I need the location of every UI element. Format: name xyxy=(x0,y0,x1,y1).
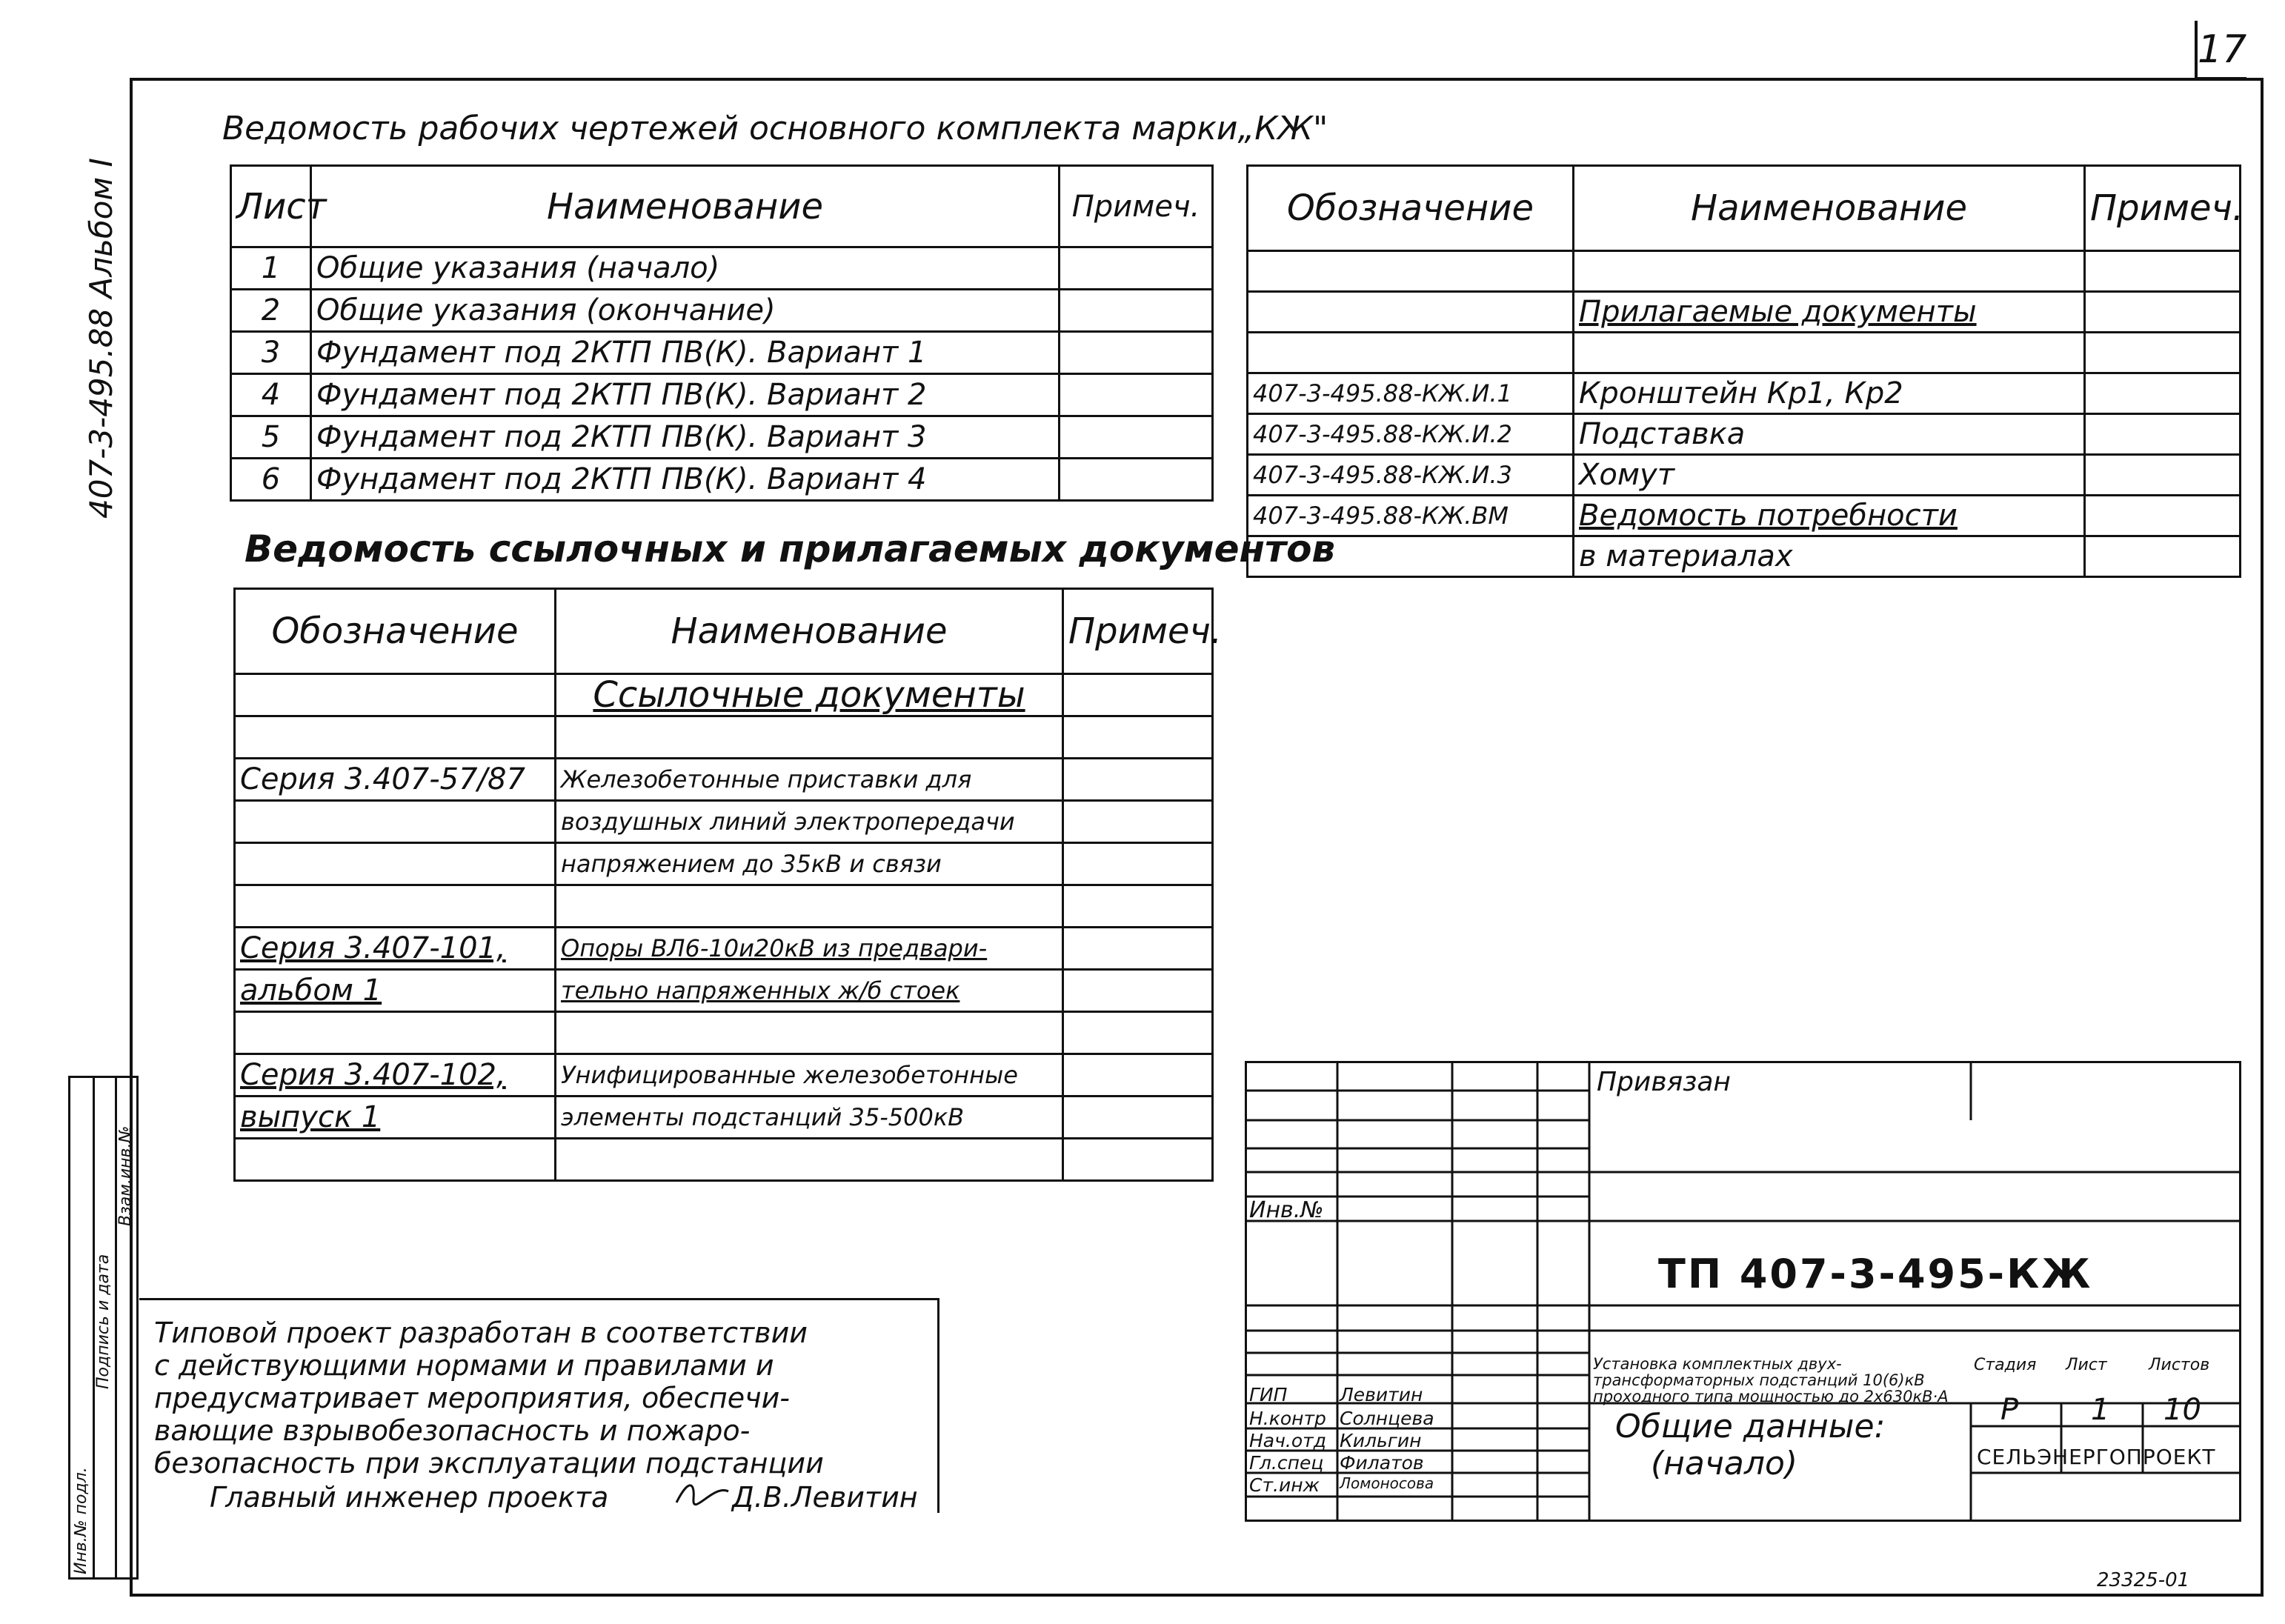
col-name-header: Наименование xyxy=(556,589,1063,674)
approval-strip xyxy=(68,1076,139,1580)
project-title: Установка комплектных двух-трансформаторных подстанций 10(6)кВ проходного типа мощностью до 2х630кВ·А xyxy=(1593,1355,1949,1405)
name-solntseva: Солнцева xyxy=(1340,1408,1434,1429)
attached-name: в материалах xyxy=(1574,536,2085,577)
table-row-num: 4 xyxy=(231,374,311,416)
ref-name: Железобетонные приставки для xyxy=(556,759,1063,801)
attached-name: Кронштейн Кр1, Кр2 xyxy=(1574,373,2085,414)
strip-label-inv: Инв.№ подл. xyxy=(72,1467,90,1574)
col-note-header: Примеч. xyxy=(1060,166,1213,247)
role-glspec: Гл.спец xyxy=(1249,1452,1324,1474)
refs-section-title: Ссылочные документы xyxy=(556,674,1063,716)
strip-label-replace: Взам.инв.№ xyxy=(116,1125,135,1226)
col-code-header: Обозначение xyxy=(1248,166,1574,251)
refs-title: Ведомость ссылочных и прилагаемых документов xyxy=(245,528,1336,570)
main-title: Ведомость рабочих чертежей основного комплекта марки„КЖ" xyxy=(222,110,1328,147)
sheet-value: 1 xyxy=(2091,1393,2110,1427)
sheet-title-2: (начало) xyxy=(1651,1445,1798,1482)
role-nachotd: Нач.отд xyxy=(1249,1430,1326,1451)
note-signature-label: Главный инженер проекта xyxy=(210,1481,609,1514)
table-row-name: Общие указания (окончание) xyxy=(311,290,1060,332)
name-kilgin: Кильгин xyxy=(1340,1430,1422,1451)
table-row-name: Фундамент под 2КТП ПВ(К). Вариант 3 xyxy=(311,416,1060,459)
note-line: предусматривает мероприятия, обеспечи- xyxy=(154,1382,791,1414)
table-row-num: 6 xyxy=(231,459,311,501)
col-sheet-header: Лист xyxy=(231,166,311,247)
stage-value: Р xyxy=(2000,1393,2019,1427)
refs-table xyxy=(233,588,1223,1182)
attached-name: Ведомость потребности xyxy=(1574,496,2085,536)
role-ncontr: Н.контр xyxy=(1249,1408,1326,1429)
sheet-title-1: Общие данные: xyxy=(1615,1408,1886,1445)
ref-name: напряжением до 35кВ и связи xyxy=(556,843,1063,885)
ref-code: альбом 1 xyxy=(235,970,556,1012)
col-code-header: Обозначение xyxy=(235,589,556,674)
ref-code: Серия 3.407-57/87 xyxy=(235,759,556,801)
table-row-name: Фундамент под 2КТП ПВ(К). Вариант 2 xyxy=(311,374,1060,416)
archive-number: 23325-01 xyxy=(2097,1569,2190,1591)
table-row-num: 5 xyxy=(231,416,311,459)
note-line: Типовой проект разработан в соответствии xyxy=(154,1317,808,1349)
sheet-label: Лист xyxy=(2066,1356,2107,1374)
attached-code: 407-3-495.88-КЖ.И.2 xyxy=(1248,414,1574,455)
role-stinzh: Ст.инж xyxy=(1249,1474,1320,1496)
col-name-header: Наименование xyxy=(311,166,1060,247)
table-row-name: Фундамент под 2КТП ПВ(К). Вариант 4 xyxy=(311,459,1060,501)
note-line: безопасность при эксплуатации подстанции xyxy=(154,1447,824,1480)
name-lomonosova: Ломоносова xyxy=(1340,1474,1434,1492)
table-row-num: 3 xyxy=(231,332,311,374)
name-levitin: Левитин xyxy=(1340,1384,1423,1405)
col-note-header: Примеч. xyxy=(2085,166,2241,251)
note-line: с действующими нормами и правилами и xyxy=(154,1349,774,1382)
ref-name: Опоры ВЛ6-10и20кВ из предвари- xyxy=(556,928,1063,970)
drawings-table xyxy=(230,164,1214,502)
role-gip: ГИП xyxy=(1249,1384,1288,1405)
ref-name: элементы подстанций 35-500кВ xyxy=(556,1096,1063,1139)
strip-label-sign: Подпись и дата xyxy=(94,1254,113,1389)
col-note-header: Примеч. xyxy=(1063,589,1213,674)
sheet-number: 17 xyxy=(2195,21,2246,80)
table-row-num: 1 xyxy=(231,247,311,290)
table-row-name: Общие указания (начало) xyxy=(311,247,1060,290)
attached-code: 407-3-495.88-КЖ.И.1 xyxy=(1248,373,1574,414)
attached-name: Хомут xyxy=(1574,455,2085,496)
project-code: ТП 407-3-495-КЖ xyxy=(1658,1251,2093,1297)
ref-code: Серия 3.407-101, xyxy=(235,928,556,970)
table-row-num: 2 xyxy=(231,290,311,332)
sheets-label: Листов xyxy=(2149,1356,2210,1374)
sheets-value: 10 xyxy=(2163,1393,2201,1427)
inv-label: Инв.№ xyxy=(1249,1197,1324,1223)
name-filatov: Филатов xyxy=(1340,1452,1424,1474)
signature-mark xyxy=(673,1477,732,1509)
ref-code: Серия 3.407-102, xyxy=(235,1054,556,1096)
stage-label: Стадия xyxy=(1974,1356,2037,1374)
ref-name: воздушных линий электропередачи xyxy=(556,801,1063,843)
attached-code: 407-3-495.88-КЖ.И.3 xyxy=(1248,455,1574,496)
col-name-header: Наименование xyxy=(1574,166,2085,251)
ref-code: выпуск 1 xyxy=(235,1096,556,1139)
ref-name: тельно напряженных ж/б стоек xyxy=(556,970,1063,1012)
attached-table xyxy=(1246,164,2244,578)
ref-name: Унифицированные железобетонные xyxy=(556,1054,1063,1096)
table-row-name: Фундамент под 2КТП ПВ(К). Вариант 1 xyxy=(311,332,1060,374)
tied-label: Привязан xyxy=(1597,1067,1731,1097)
note-signature-name: Д.В.Левитин xyxy=(732,1481,918,1514)
album-side-label: 407-3-495.88 Альбом I xyxy=(83,158,119,519)
attached-section-title: Прилагаемые документы xyxy=(1574,292,2085,333)
organization: СЕЛЬЭНЕРГОПРОЕКТ xyxy=(1977,1445,2216,1469)
note-line: вающие взрывобезопасность и пожаро- xyxy=(154,1414,751,1447)
attached-code: 407-3-495.88-КЖ.ВМ xyxy=(1248,496,1574,536)
project-note xyxy=(139,1298,939,1513)
attached-name: Подставка xyxy=(1574,414,2085,455)
